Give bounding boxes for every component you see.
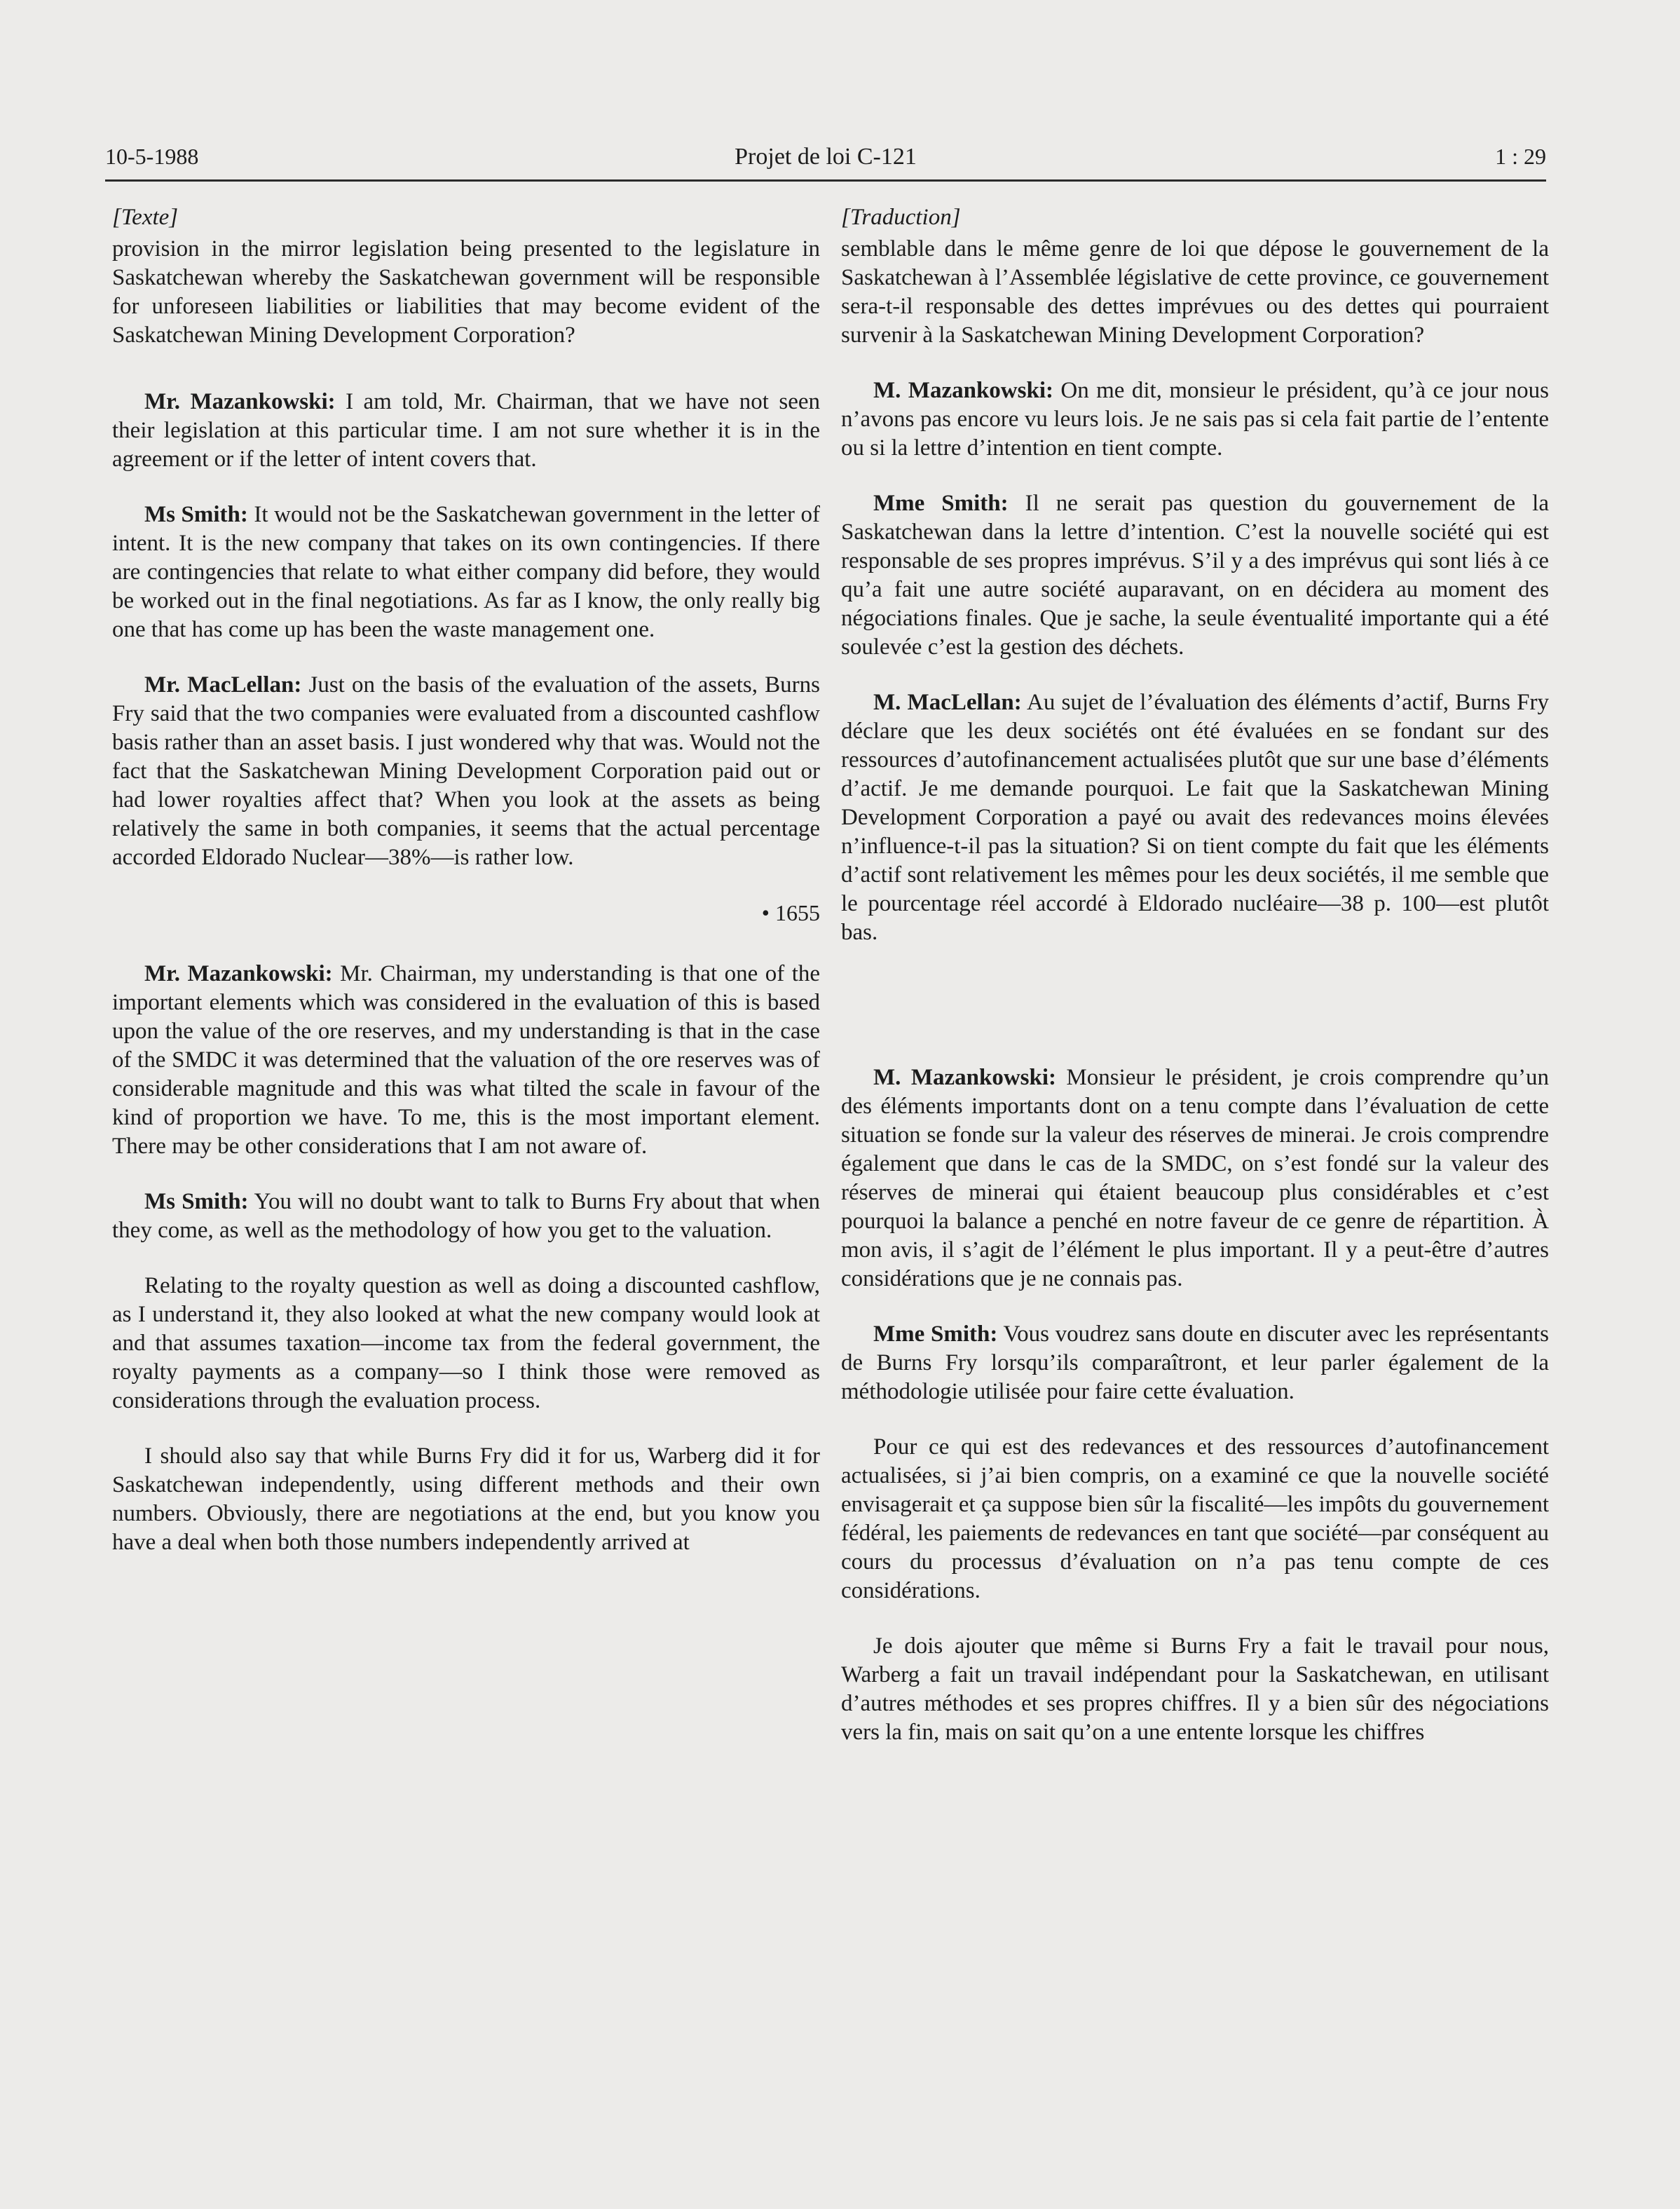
header-rule <box>105 179 1546 182</box>
speech-paragraph <box>841 1063 1549 1293</box>
speech-text: Just on the basis of the evaluation of the assets, Burns Fry said that the two companies were evaluated from a discounted cashflow basis rather than an asset basis. I just wondered why that was. Would not the fact that the Saskatchewan Mining Development Corporation paid out or had lower royalties affect that? When you look at the assets as being relatively the same in both companies, it seems that the actual percentage accorded Eldorado Nuclear—38%—is rather low. <box>112 672 820 870</box>
paragraph: Pour ce qui est des redevances et des ressources d’autofinancement actualisées, si j’ai bien compris, on a examiné ce que la nouvelle société envisagerait et ça suppose bien sûr la fiscalité—les impôts du gouvernement fédéral, les paiements de redevances en tant que société—par conséquent au cours du processus d’évaluation on n’a pas tenu compte de ces considérations. <box>841 1434 1549 1603</box>
speech-text: I am told, Mr. Chairman, that we have not seen their legislation at this particular time. I am not sure whether it is in the agreement or if the letter of intent covers that. <box>112 389 820 472</box>
header-date: 10-5-1988 <box>105 144 199 169</box>
page-header <box>105 144 1546 179</box>
speech-paragraph <box>112 388 820 474</box>
paragraph: I should also say that while Burns Fry did it for us, Warberg did it for Saskatchewan independently, using different methods and their own numbers. Obviously, there are negotiations at the end, but you know you have a deal when both those numbers independently arrived at <box>112 1443 820 1555</box>
speaker-name: Ms Smith: <box>144 502 248 527</box>
language-tag: [Texte] <box>112 205 179 230</box>
time-marker: • 1655 <box>761 900 820 925</box>
speaker-name: Mr. MacLellan: <box>144 672 302 698</box>
speech-paragraph <box>112 1188 820 1245</box>
speaker-name: Mr. Mazankowski: <box>144 961 333 986</box>
paragraph: provision in the mirror legislation being presented to the legislature in Saskatchewan whereby the Saskatchewan government will be responsible for unforeseen liabilities or liabilities that may become evident of the Saskatchewan Mining Development Corporation? <box>112 236 820 348</box>
paragraph: semblable dans le même genre de loi que dépose le gouvernement de la Saskatchewan à l’Assemblée législative de cette province, ce gouvernement sera-t-il responsable des dettes imprévues ou des dettes qui pourraient survenir à la Saskatchewan Mining Development Corporation? <box>841 236 1549 348</box>
speaker-name: Mme Smith: <box>873 1321 998 1347</box>
speech-text: Il ne serait pas question du gouvernement de la Saskatchewan dans la lettre d’intention. C’est la nouvelle société qui est responsable de ses propres imprévus. S’il y a des imprévus qui sont liés à ce qu’a fait une autre société auparavant, on en décidera au moment des négociations finales. Que je sache, la seule éventualité importante qui a été soulevée c’est la gestion des déchets. <box>841 491 1549 660</box>
paragraph: Je dois ajouter que même si Burns Fry a fait le travail pour nous, Warberg a fait un travail indépendant pour la Saskatchewan, en utilisant d’autres méthodes et ses propres chiffres. Il y a bien sûr des négociations vers la fin, mais on sait qu’on a une entente lorsque les chiffres <box>841 1633 1549 1745</box>
speaker-name: Ms Smith: <box>144 1189 249 1214</box>
english-column <box>112 203 820 1584</box>
speech-paragraph <box>841 376 1549 463</box>
speaker-name: M. MacLellan: <box>873 690 1022 715</box>
speech-paragraph <box>841 489 1549 662</box>
language-tag: [Traduction] <box>841 205 961 230</box>
speaker-name: Mr. Mazankowski: <box>144 389 336 414</box>
speech-text: You will no doubt want to talk to Burns Fry about that when they come, as well as the methodology of how you get to the valuation. <box>112 1189 820 1243</box>
header-title: Projet de loi C-121 <box>735 144 917 170</box>
paragraph: Relating to the royalty question as well as doing a discounted cashflow, as I understand it, they also looked at what the new company would look at and that assumes taxation—income tax from the federal government, the royalty payments as a company—so I think those were removed as considerations through the evaluation process. <box>112 1273 820 1413</box>
speaker-name: Mme Smith: <box>873 491 1009 516</box>
speech-text: Vous voudrez sans doute en discuter avec les représentants de Burns Fry lorsqu’ils comparaîtront, et leur parler également de la méthodologie utilisée pour faire cette évaluation. <box>841 1321 1549 1404</box>
french-column <box>841 203 1549 1774</box>
speaker-name: M. Mazankowski: <box>873 1065 1056 1090</box>
speech-paragraph <box>841 1320 1549 1406</box>
column-gap <box>841 974 1549 1063</box>
header-page-number: 1 : 29 <box>1495 144 1546 169</box>
speech-text: Monsieur le président, je crois comprendre qu’un des éléments importants dont on a tenu compte dans l’évaluation de cette situation se fonde sur la valeur des réserves de minerai. Je crois comprendre également que dans le cas de la SMDC, on s’est fondé sur la valeur des réserves de minerai qui étaient beaucoup plus considérables et c’est pourquoi la balance a penché en notre faveur de ce genre de répartition. À mon avis, il s’agit de l’élément le plus important. Il y a peut-être d’autres considérations que je ne connais pas. <box>841 1065 1549 1291</box>
speaker-name: M. Mazankowski: <box>873 378 1053 403</box>
speech-paragraph <box>112 671 820 872</box>
speech-text: Au sujet de l’évaluation des éléments d’actif, Burns Fry déclare que les deux sociétés ont été évaluées en se fondant sur des ressources d’autofinancement actualisées plutôt que sur une base d’éléments d’actif. Je me demande pourquoi. Le fait que la Saskatchewan Mining Development Corporation a payé ou avait des redevances moins élevées n’influence-t-il pas la situation? Si on tient compte du fait que les éléments d’actif sont relativement les mêmes pour les deux sociétés, il me semble que le pourcentage réel accordé à Eldorado nucléaire—38 p. 100—est plutôt bas. <box>841 690 1549 945</box>
speech-text: On me dit, monsieur le président, qu’à ce jour nous n’avons pas encore vu leurs lois. Je ne sais pas si cela fait partie de l’entente ou si la lettre d’intention en tient compte. <box>841 378 1549 461</box>
speech-paragraph <box>112 501 820 644</box>
speech-paragraph <box>841 688 1549 947</box>
speech-paragraph <box>112 960 820 1161</box>
speech-text: It would not be the Saskatchewan government in the letter of intent. It is the new company that takes on its own contingencies. If there are contingencies that relate to what either company did before, they would be worked out in the final negotiations. As far as I know, the only really big one that has come up has been the waste management one. <box>112 502 820 642</box>
speech-text: Mr. Chairman, my understanding is that one of the important elements which was considered in the evaluation of this is based upon the value of the ore reserves, and my understanding is that in the case of the SMDC it was determined that the valuation of the ore reserves was of considerable magnitude and this was what tilted the scale in favour of the kind of proportion we have. To me, this is the most important element. There may be other considerations that I am not aware of. <box>112 961 821 1159</box>
